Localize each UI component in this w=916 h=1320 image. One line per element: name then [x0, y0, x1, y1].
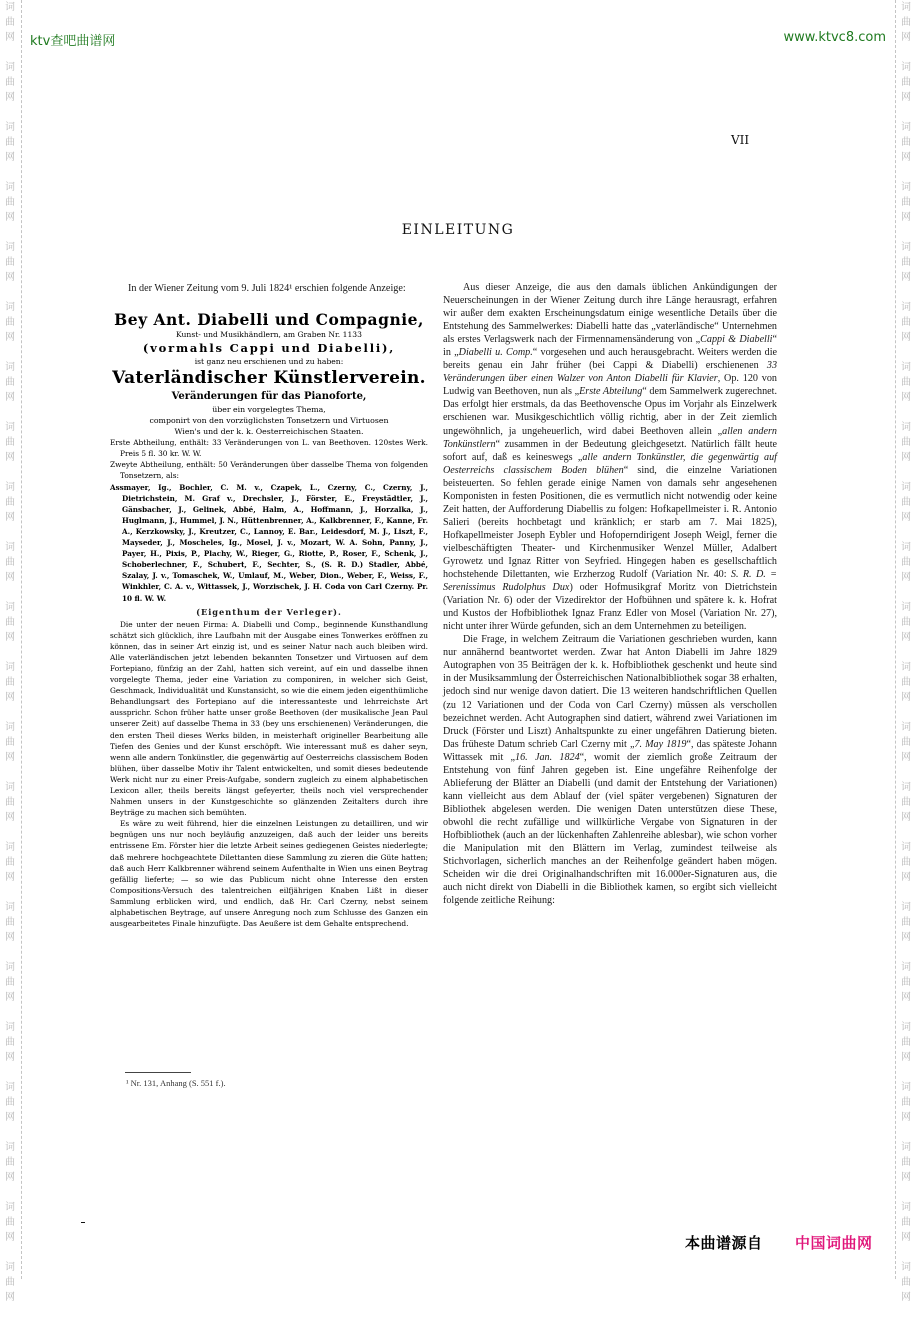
watermark-char: 网	[5, 452, 15, 463]
watermark-char: 网	[901, 392, 911, 403]
watermark-char: 词	[901, 962, 911, 973]
watermark-char: 网	[5, 1172, 15, 1183]
watermark-char: 网	[5, 752, 15, 763]
ad-title: Vaterländischer Künstlerverein.	[112, 368, 426, 389]
watermark-char: 网	[5, 572, 15, 583]
text-run: “ dem Sammelwerk zugerechnet. Das erfolgt hier erstmals, da das Beethovensche Opus im Vorjahr als Einzelwerk erschienen war. Musikgeschichtlich völlig richtig, aber in der Zeit ziemlich ungewöhnlich, ja ungeheuerlich, wird dabei Beethoven allein „	[443, 386, 777, 437]
watermark-char: 网	[5, 1232, 15, 1243]
watermark-char: 曲	[5, 197, 15, 208]
watermark-char: 曲	[901, 977, 911, 988]
watermark-group	[896, 540, 916, 600]
margin-dashed-line-left	[21, 0, 22, 1279]
watermark-char: 词	[5, 242, 15, 253]
watermark-char: 网	[5, 1112, 15, 1123]
watermark-char: 曲	[5, 137, 15, 148]
watermark-char: 网	[901, 272, 911, 283]
watermark-char: 网	[901, 1232, 911, 1243]
watermark-group	[0, 480, 20, 540]
watermark-char: 词	[901, 2, 911, 13]
italic-quote: Diabelli u. Comp.	[458, 347, 533, 359]
watermark-char: 词	[5, 902, 15, 913]
watermark-char: 网	[5, 932, 15, 943]
watermark-char: 曲	[5, 1097, 15, 1108]
ad-composers-line-1: componirt von den vorzüglichsten Tonsetzern und Virtuosen	[149, 416, 389, 426]
watermark-char: 网	[5, 1052, 15, 1063]
watermark-group	[896, 1020, 916, 1080]
watermark-char: 曲	[5, 77, 15, 88]
watermark-char: 网	[901, 1112, 911, 1123]
watermark-char: 曲	[901, 737, 911, 748]
watermark-char: 曲	[901, 317, 911, 328]
watermark-char: 词	[5, 1202, 15, 1213]
watermark-char: 网	[901, 92, 911, 103]
text-run: ) oder Hofmusikgraf Moritz von Dietrichstein (Variation Nr. 6) oder der Vizedirektor der Hofbühnen und spätere k. k. Hofrat und Kustos der Hofbibliothek Ignaz Franz Edler von Mosel (Variation Nr. 27), nicht unter ihrer Würde gefunden, sich an dem Unternehmen zu beteiligen.	[443, 582, 778, 633]
body-paragraph-2	[443, 633, 777, 907]
italic-quote: Erste Abteilung	[579, 386, 643, 398]
italic-quote: allen andern Tonkünstlern	[443, 425, 777, 450]
watermark-char: 曲	[901, 857, 911, 868]
site-watermark-url: www.ktvc8.com	[783, 30, 886, 45]
watermark-group	[896, 780, 916, 840]
watermark-group	[0, 60, 20, 120]
watermark-char: 网	[5, 872, 15, 883]
watermark-char: 曲	[901, 1217, 911, 1228]
ad-composers-line-2: Wien's und der k. k. Oesterreichischen Staaten.	[174, 427, 364, 437]
source-label: 本曲谱源自	[685, 1234, 763, 1252]
watermark-char: 曲	[901, 137, 911, 148]
watermark-char: 词	[5, 722, 15, 733]
text-run: Aus dieser Anzeige, die aus den damals üblichen Ankündigungen der Neuerscheinungen in der Wiener Zeitung durch ihre Länge herausragt, erfahren wir außer dem exakten Erscheinungsdatum einige wesentliche Details über die Entstehung des Sammelwerkes: Diabelli hatte das „vaterländische“ Unternehmen als erstes Verlagswerk nach der Firmennamensänderung von „	[443, 282, 777, 346]
watermark-char: 网	[901, 632, 911, 643]
watermark-group	[0, 0, 20, 60]
watermark-group	[896, 660, 916, 720]
watermark-char: 词	[5, 362, 15, 373]
watermark-char: 词	[901, 1142, 911, 1153]
watermark-char: 曲	[5, 257, 15, 268]
watermark-group	[896, 360, 916, 420]
watermark-group	[0, 420, 20, 480]
watermark-char: 网	[5, 692, 15, 703]
watermark-group	[896, 120, 916, 180]
italic-quote: alle andern Tonkünstler, die gegenwärtig auf Oesterreichs classischem Boden blühen	[443, 451, 777, 476]
watermark-char: 词	[5, 482, 15, 493]
watermark-group	[896, 240, 916, 300]
italic-quote: 33 Veränderungen über einen Walzer von Anton Diabelli für Klavier	[443, 360, 777, 385]
watermark-char: 词	[5, 1142, 15, 1153]
watermark-char: 词	[5, 422, 15, 433]
watermark-group	[0, 840, 20, 900]
text-run: “ zusammen in der Bedeutung gleichgesetzt. Natürlich fällt heute sofort auf, daß es keineswegs „	[443, 438, 777, 463]
watermark-char: 曲	[5, 1217, 15, 1228]
ad-firm-name: Bey Ant. Diabelli und Compagnie,	[114, 310, 424, 330]
watermark-char: 词	[901, 902, 911, 913]
watermark-group	[0, 1080, 20, 1140]
watermark-group	[0, 1020, 20, 1080]
ad-theme-line: über ein vorgelegtes Thema,	[212, 405, 326, 415]
ad-subtitle: Veränderungen für das Pianoforte,	[171, 391, 367, 403]
text-run: “, womit der ziemlich große Zeitraum der Entstehung von fünf Jahren gegeben ist. Eine ungefähre Reihenfolge der Ablieferung der Blätter an Diabelli (und damit der Entstehung der Variationen) kann vielleicht aus dem Ablauf der (viel später vergebenen) Signaturen der Bibliothek abgelesen werden. Die wenigen Daten unterstützen diese These, obwohl die recht zufällige und willkürliche Vergabe von Signaturen in der Hofbibliothek (auch an der lückenhaften Zahlenreihe ablesbar), wie schon vorher die Manipulation mit den Blättern im Verlag, zumindest teilweise als Stichvorlagen, sicherlich manches an der Reihenfolge geändert haben mögen. Scheiden wir die drei Originalhandschriften mit 16.000er-Signaturen aus, die auch nicht direkt von Diabelli in die Bibliothek kamen, so ergibt sich vielleicht folgende zeitliche Reihung:	[443, 751, 777, 907]
text-run: “ in „	[443, 334, 777, 359]
print-mark	[81, 1222, 85, 1223]
side-watermark-right	[896, 0, 916, 1303]
watermark-group	[896, 1080, 916, 1140]
ad-part-one: Erste Abtheilung, enthält: 33 Veränderungen von L. van Beethoven. 120stes Werk. Preis 5 fl. 30 kr. W. W.	[110, 438, 428, 459]
watermark-char: 曲	[901, 1097, 911, 1108]
watermark-char: 网	[901, 452, 911, 463]
watermark-char: 词	[901, 602, 911, 613]
watermark-char: 词	[901, 122, 911, 133]
watermark-group	[896, 720, 916, 780]
watermark-group	[896, 60, 916, 120]
watermark-char: 网	[901, 752, 911, 763]
watermark-char: 词	[5, 302, 15, 313]
watermark-char: 曲	[5, 617, 15, 628]
watermark-char: 曲	[5, 677, 15, 688]
watermark-char: 网	[901, 152, 911, 163]
italic-quote: Cappi & Diabelli	[700, 334, 773, 346]
ad-body-paragraph-1: Die unter der neuen Firma: A. Diabelli und Comp., beginnende Kunsthandlung schätzt sich glücklich, ihre Laufbahn mit der Ausgabe eines Tonwerkes eröffnen zu können, das in seiner Art einzig ist, und es seiner Natur nach auch bleiben wird. Alle vaterländischen jetzt lebenden bekannten Tonsetzer und Virtuosen auf dem Fortepiano, fünfzig an der Zahl, hatten sich vereint, auf ein und dasselbe ihnen vorgelegte Thema, jeder eine Variation zu componiren, in welcher sich Geist, Geschmack, Individualität und Kunstansicht, so wie die einem jeden eigenthümliche Behandlungsart des Fortepiano auf die interessanteste und lehrreichste Art aussprichr. Schon früher hatte unser große Beethoven (der musikalische Jean Paul unserer Zeit) auf dasselbe Thema in 33 (bey uns erschienenen) Veränderungen, die den ersten Theil dieses Werks bilden, in meisterhaft origineller Bearbeitung alle Tiefen des Genies und der Kunst erschöpft. Wie interessant muß es daher seyn, wenn alle andern Tonkünstler, die gegenwärtig auf Oesterreichs classischem Boden blühen, über dasselbe Motiv ihr Talent entwickelten, und somit dieses bedeutende Werk nicht nur zu einer Preis-Aufgabe, sondern zugleich zu einem alphabetischen Lexicon aller, theils bereits längst gefeyerter, theils noch viel versprechender Nahmen unsers in der Kunstgeschichte so glänzenden Zeitalters durch ihre Beyträge zu machen sich bemühten.	[110, 619, 428, 818]
watermark-char: 曲	[5, 797, 15, 808]
watermark-group	[0, 120, 20, 180]
watermark-char: 曲	[901, 617, 911, 628]
intro-paragraph: In der Wiener Zeitung vom 9. Juli 1824¹ erschien folgende Anzeige:	[128, 283, 406, 294]
text-run: , Op. 120 von Ludwig van Beethoven, nun als „	[443, 373, 777, 398]
watermark-char: 词	[5, 782, 15, 793]
watermark-char: 词	[901, 1202, 911, 1213]
watermark-char: 网	[901, 932, 911, 943]
chapter-title: EINLEITUNG	[401, 222, 515, 238]
watermark-char: 网	[901, 1292, 911, 1303]
newspaper-advertisement	[110, 310, 428, 437]
ad-part-two: Zweyte Abtheilung, enthält: 50 Veränderungen über dasselbe Thema von folgenden Tonsetzern, als:	[110, 460, 428, 481]
italic-quote: S. R. D. = Serenissimus Rudolphus Dux	[443, 569, 777, 594]
watermark-char: 网	[901, 572, 911, 583]
watermark-char: 曲	[5, 557, 15, 568]
watermark-char: 词	[5, 1262, 15, 1273]
watermark-char: 曲	[5, 377, 15, 388]
watermark-char: 曲	[901, 677, 911, 688]
watermark-char: 曲	[5, 437, 15, 448]
watermark-char: 网	[5, 392, 15, 403]
watermark-char: 网	[901, 692, 911, 703]
watermark-char: 词	[901, 62, 911, 73]
watermark-char: 曲	[901, 1157, 911, 1168]
watermark-char: 网	[901, 1052, 911, 1063]
watermark-group	[0, 600, 20, 660]
ad-firm-address: Kunst- und Musikhändlern, am Graben Nr. 1133	[176, 330, 362, 340]
watermark-char: 词	[901, 722, 911, 733]
watermark-char: 网	[901, 812, 911, 823]
ad-body-paragraph-2: Es wäre zu weit führend, hier die einzelnen Leistungen zu detailliren, und wir begnügen uns nur noch beyläufig anzuzeigen, daß auch der leider uns bereits entrissene Em. Förster hier die letzte Arbeit seines gediegenen Geistes niederlegte; daß mehrere hochgeachtete Dilettanten diese Sammlung zu zieren die Güte hatten; daß auch Herr Kalkbrenner während seinem Aufenthalte in Wien uns einen Beytrag gefällig lieferte; — so wie das Publicum nicht ohne Interesse den ersten Compositions-Versuch des talentreichen eilfjährigen Knaben Lißt in dieser Sammlung erblicken wird, und endlich, daß Hr. Carl Czerny, nebst seinem alphabetischen Beytrage, auf unsere Anregung noch zum Schlusse des Ganzen ein ausgearbeitetes Finale hinzufügte. Das Aeußere ist dem Gehalte entsprechend.	[110, 819, 428, 929]
watermark-char: 网	[5, 332, 15, 343]
watermark-char: 网	[5, 212, 15, 223]
watermark-char: 词	[5, 182, 15, 193]
watermark-char: 词	[5, 2, 15, 13]
watermark-char: 曲	[901, 1037, 911, 1048]
text-run: “ sind, die einzelne Variationen beisteuerten. So fehlen gerade einige Namen von damals sehr angesehenen Komponisten in festen Positionen, die es vermutlich nicht notwendig oder keine Zeit hatten, der Aufforderung Diabellis zu folgen: Hofkapellmeister i. R. Antonio Salieri (bereits hochbetagt und kränklich; er starb am 7. Mai 1825), Hofkapellmeister Joseph Eybler und Hofoperndirigent Joseph Weigl, ferner die vielbeschäftigten Theater- und Kirchenmusiker Wenzel Müller, Adalbert Gyrowetz und Ignaz Ritter von Seyfried. Hingegen haben es gesellschaftlich hochstehende Dilettanten, wie Erzherzog Rudolf (Variation Nr. 40:	[443, 464, 777, 581]
watermark-group	[896, 600, 916, 660]
watermark-char: 词	[901, 1082, 911, 1093]
watermark-char: 词	[901, 482, 911, 493]
watermark-char: 网	[5, 152, 15, 163]
watermark-group	[896, 420, 916, 480]
watermark-group	[0, 180, 20, 240]
watermark-char: 词	[901, 782, 911, 793]
watermark-char: 曲	[901, 77, 911, 88]
ad-composer-names: Assmayer, Ig., Bochler, C. M. v., Czapek, L., Czerny, C., Czerny, J., Dietrichstein, M. Graf v., Drechsler, J., Förster, E., Freystädtler, J., Gänsbacher, J., Gelinek, Abbé, Halm, A., Hoffmann, J., Horzalka, J., Huglmann, J., Hummel, J. N., Hüttenbrenner, A., Kalkbrenner, F., Kanne, Fr. A., Kerzkowsky, J., Kreutzer, C., Lannoy, E. Bar., Leidesdorf, M. J., Liszt, F., Mayseder, J., Moscheles, Ig., Mosel, J. v., Mozart, W. A. Sohn, Panny, J., Payer, H., Pixis, P., Plachy, W., Rieger, G., Riotte, P., Roser, F., Schenk, J., Schoberlechner, F., Schubert, F., Sechter, S., (S. R. D.) Stadler, Abbé, Szalay, J. v., Tomaschek, W., Umlauf, M., Weber, Dion., Weber, F., Weiss, F., Winkhler, C. A. v., Wittassek, J., Worzischek, J. H. Coda von Carl Czerny. Pr. 10 fl. W. W.	[110, 482, 428, 603]
footnote-divider	[125, 1072, 191, 1073]
watermark-group	[896, 300, 916, 360]
watermark-char: 词	[901, 362, 911, 373]
watermark-char: 曲	[5, 497, 15, 508]
watermark-group	[0, 360, 20, 420]
watermark-char: 网	[901, 992, 911, 1003]
watermark-char: 词	[901, 242, 911, 253]
watermark-char: 曲	[901, 1277, 911, 1288]
watermark-char: 网	[901, 1172, 911, 1183]
watermark-char: 词	[901, 542, 911, 553]
watermark-char: 网	[5, 992, 15, 1003]
watermark-char: 曲	[5, 917, 15, 928]
watermark-char: 曲	[5, 857, 15, 868]
watermark-char: 网	[901, 512, 911, 523]
watermark-group	[0, 1140, 20, 1200]
text-run: “ vorgesehen und auch herausgebracht. Weiters werden die bereits genau ein Jahr früher (bei Cappi & Diabelli) erschienenen	[443, 347, 778, 372]
watermark-group	[0, 900, 20, 960]
watermark-char: 网	[901, 872, 911, 883]
watermark-char: 网	[5, 32, 15, 43]
watermark-char: 词	[5, 1022, 15, 1033]
watermark-char: 曲	[901, 377, 911, 388]
watermark-group	[0, 240, 20, 300]
watermark-char: 曲	[5, 17, 15, 28]
watermark-group	[0, 300, 20, 360]
watermark-char: 词	[901, 422, 911, 433]
watermark-char: 词	[901, 1022, 911, 1033]
page-number: VII	[731, 133, 750, 147]
watermark-group	[896, 1260, 916, 1320]
ad-announcement: ist ganz neu erschienen und zu haben:	[194, 357, 344, 367]
watermark-char: 网	[901, 332, 911, 343]
italic-quote: 7. May 1819	[634, 738, 687, 750]
watermark-char: 词	[5, 602, 15, 613]
watermark-char: 网	[5, 812, 15, 823]
watermark-char: 曲	[5, 1157, 15, 1168]
watermark-group	[896, 0, 916, 60]
watermark-char: 网	[5, 632, 15, 643]
left-column	[110, 282, 428, 929]
watermark-group	[896, 180, 916, 240]
watermark-char: 词	[5, 122, 15, 133]
watermark-char: 曲	[5, 317, 15, 328]
watermark-char: 词	[5, 1082, 15, 1093]
italic-quote: 16. Jan. 1824	[515, 751, 580, 763]
watermark-char: 曲	[901, 437, 911, 448]
watermark-char: 曲	[901, 17, 911, 28]
watermark-group	[0, 540, 20, 600]
body-paragraph-1	[443, 281, 777, 633]
watermark-group	[896, 960, 916, 1020]
watermark-char: 网	[5, 1292, 15, 1303]
footnote: ¹ Nr. 131, Anhang (S. 551 f.).	[126, 1078, 226, 1088]
watermark-char: 网	[5, 512, 15, 523]
watermark-group	[896, 900, 916, 960]
watermark-char: 曲	[901, 797, 911, 808]
watermark-char: 网	[5, 272, 15, 283]
watermark-char: 曲	[5, 1277, 15, 1288]
watermark-group	[896, 1140, 916, 1200]
watermark-char: 曲	[901, 197, 911, 208]
ad-previous-firm: (vormahls Cappi und Diabelli),	[142, 341, 396, 356]
watermark-char: 曲	[901, 917, 911, 928]
site-watermark-left: ktv查吧曲谱网	[30, 34, 116, 49]
watermark-group	[0, 660, 20, 720]
margin-dashed-line-right	[895, 0, 896, 1279]
watermark-char: 曲	[901, 557, 911, 568]
watermark-char: 网	[901, 212, 911, 223]
watermark-char: 网	[5, 92, 15, 103]
text-run: “, das späteste Johann Wittassek mit „	[443, 738, 777, 763]
text-run: Die Frage, in welchem Zeitraum die Variationen geschrieben wurden, kann nur annähernd beantwortet werden. Zwar hat Anton Diabelli im Jahre 1829 Autographen von 35 Beiträgen der k. k. Hofbibliothek geschenkt und heute sind in der Musiksammlung der Österreichischen Nationalbibliothek sogar 38 erhalten, jedoch sind nur wenige davon datiert. Die 13 weiteren handschriftlichen Quellen (zu 12 Variationen und der Coda von Carl Czerny) müssen als verschollen bezeichnet werden. Acht Autographen sind datiert, während zwei Variationen im Druck (Förster und Liszt) Anhaltspunkte zu einer ungefähren Datierung bieten. Das früheste Datum schrieb Carl Czerny mit „	[443, 634, 777, 750]
watermark-group	[0, 1200, 20, 1260]
watermark-group	[896, 840, 916, 900]
ad-owner-note: (Eigenthum der Verleger).	[196, 606, 342, 617]
side-watermark-left	[0, 0, 20, 1303]
watermark-group	[0, 720, 20, 780]
watermark-char: 曲	[901, 257, 911, 268]
watermark-group	[0, 960, 20, 1020]
watermark-char: 词	[901, 662, 911, 673]
watermark-char: 词	[901, 1262, 911, 1273]
watermark-group	[896, 480, 916, 540]
watermark-char: 曲	[5, 1037, 15, 1048]
watermark-char: 词	[901, 182, 911, 193]
watermark-char: 词	[5, 62, 15, 73]
watermark-group	[896, 1200, 916, 1260]
watermark-char: 曲	[5, 737, 15, 748]
watermark-char: 词	[5, 842, 15, 853]
watermark-char: 词	[5, 962, 15, 973]
watermark-group	[0, 780, 20, 840]
watermark-group	[0, 1260, 20, 1320]
watermark-char: 曲	[901, 497, 911, 508]
watermark-char: 词	[5, 662, 15, 673]
watermark-char: 词	[901, 302, 911, 313]
watermark-char: 词	[5, 542, 15, 553]
right-column	[443, 281, 777, 907]
watermark-char: 曲	[5, 977, 15, 988]
watermark-char: 网	[901, 32, 911, 43]
watermark-char: 词	[901, 842, 911, 853]
source-site-link[interactable]: 中国词曲网	[795, 1234, 873, 1252]
